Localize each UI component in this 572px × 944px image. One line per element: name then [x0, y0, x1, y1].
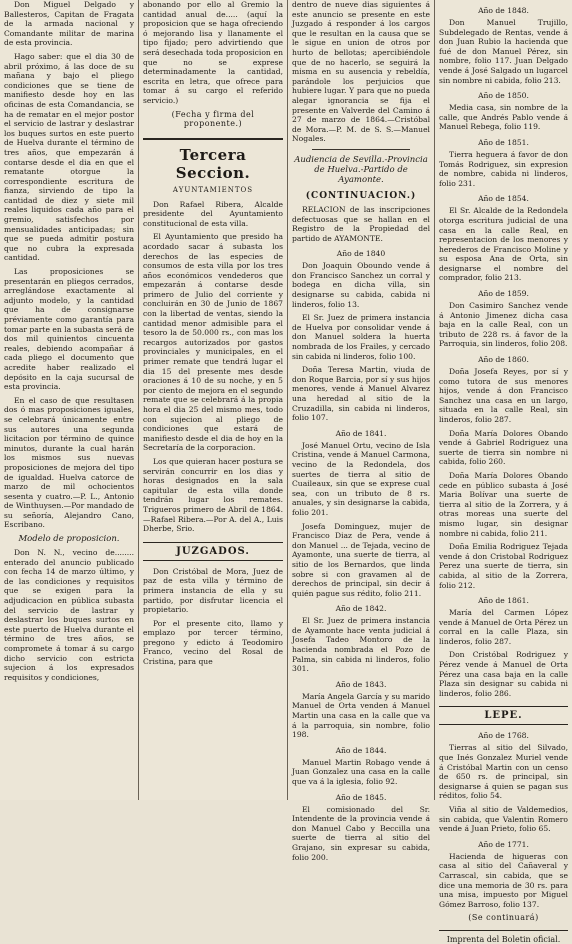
divider [312, 149, 410, 150]
entry: Don Cristóbal Rodriguez y Pérez vende á Manuel de Orta Pérez una casa baja en la calle Plaza sin designar su cabida ni linderos, folio 286. [439, 650, 568, 698]
year-heading: Año de 1768. [478, 731, 529, 741]
entry: Tierra heguera á favor de don Tomás Rodriguez, sin expresion de nombre, cabida ni linderos, folio 231. [439, 149, 568, 188]
year-heading: Año de 1850. [478, 91, 529, 101]
year-heading: Año de 1860. [478, 355, 529, 365]
section-title: Tercera Seccion. [143, 138, 283, 182]
entry: Manuel Martin Robago vende á Juan Gonzalez una casa en la calle que va á la iglesia, folio 92. [292, 757, 430, 786]
year-heading: Año de 1848. [478, 6, 529, 15]
entry: José Manuel Ortu, vecino de Isla Cristina, vende á Manuel Carmona, vecino de la Redondela, dos suertes de tierra al sitio de Cuaileaux, sin que se exprese cual sea, con un tributo de 8 rs. anuales, y sin designarse la cabida, folio 201. [292, 440, 430, 517]
entry: El comisionado del Sr. Intendente de la provincia vende á don Manuel Cabo y Beccilla una suerte de tierra al sitio del Grajano, sin expresar su cabida, folio 200. [292, 804, 430, 862]
announcement-heading: Don Miguel Delgado y Ballesteros, Capitan de Fragata de la armada nacional y Comandante militar de marina de esta provincia. [4, 0, 134, 48]
entry: Doña Teresa Martin, viuda de don Roque Barcia, por sí y sus hijos menores, vende á Manuel Alvarez una heredad al sitio de la Cruzadilla, sin cabida ni linderos, folio 107. [292, 365, 430, 423]
entry: Doña Josefa Reyes, por sí y como tutora de sus menores hijos, vende á don Francisco Sanchez una casa en un largo, situada en la calle Real, sin linderos, folio 287. [439, 367, 568, 424]
entry: El Sr. Juez de primera instancia de Ayamonte hace venta judicial á Josefa Tadeo Montoro de la hacienda nombrada el Pozo de Palma, sin cabida ni linderos, folio 301. [292, 616, 430, 674]
year-heading: Año de 1851. [478, 137, 529, 147]
juzgados-heading: JUZGADOS. [143, 542, 283, 561]
paragraph: Don N. N., vecino de........ enterado del anuncio publicado con fecha 14 de marzo último, y de las condiciones y requisitos que se exigen para la adjudicacion en pública subasta del servicio de lastrar y deslastrar los buques surtos en este puerto de Huelva durante el término de tres años, se compromete á tomar á su cargo dicho servicio con estricta sujecion á los expresados requisitos y condiciones, [4, 548, 134, 682]
lepe-heading: LEPE. [439, 706, 568, 725]
entry: El Sr. Juez de primera instancia de Huelva por consolidar vende á don Manuel soldera la huerta nombrada de los Frailes, y cercado sin cabida ni linderos, folio 100. [292, 313, 430, 361]
column-rule [434, 0, 435, 800]
column-1 [4, 0, 134, 800]
entry: María del Carmen López vende á Manuel de Orta Pérez un corral en la calle Plaza, sin linderos, folio 287. [439, 608, 569, 646]
column-2 [143, 0, 283, 800]
continuation-note: (Se continuará) [468, 913, 539, 923]
paragraph: Por el presente cito, llamo y emplazo por tercer término, pregono y edicto á Teodomiro Franco, vecino del Rosal de Cristina, para que [143, 618, 283, 667]
paragraph: Don Rafael Ribera, Alcalde presidente del Ayuntamiento constitucional de esta villa. [143, 199, 283, 228]
paragraph: Las proposiciones se presentarán en pliegos cerrados, arreglándose exactamente al adjunto modelo, y la cantidad que ha de consignarse préviamente como garantía para tomar parte en la subasta será de dos mil quinientos cincuenta reales, debiendo acompañar á cada pliego el documento que acredite haber realizado el depósito en la caja sucursal de esta provincia. [4, 267, 134, 392]
entry: Doña María Dolores Obando vende á Gabriel Rodriguez una suerte de tierra sin nombre ni cabida, folio 260. [439, 428, 568, 467]
paragraph: Hago saber: que el dia 30 de abril próximo, á las doce de su mañana y bajo el pliego condiciones que se tiene de manifiesto desde hoy en las oficinas de esta Comandancia, se ha de rematar en el mejor postor el servicio de lastrar y deslastrar los buques surtos en este puerto de Huelva durante el término de tres años, que empezarán á contarse desde el dia en que el rematante otorgue la correspondiente escritura de fianza, sirviendo de tipo la cantidad de diez y siete mil reales liquidos cada año para el gremio, satisfechos por mensualidades anticipadas; sin que se pueda admitir postura que no cubra la expresada cantidad. [4, 51, 134, 263]
continuation-label: (CONTINUACION.) [305, 190, 417, 201]
year-heading: Año de 1844. [335, 745, 387, 755]
entry: Media casa, sin nombre de la calle, que Andrés Pablo vende á Manuel Rebega, folio 119. [439, 103, 568, 132]
column-3 [292, 0, 430, 862]
paragraph: El Ayuntamiento que presido ha acordado sacar á subasta los derechos de las especies de consumos de esta villa por los tres años económicos vendederos que empezarán á contarse desde primero de Julio del corriente y concluirán en 30 de Junio de 1867 con la libertad de ventas, siendo la cantidad menor admisible para el tesoro la de 50.000 rs., con mas los recargos autorizados por gastos provinciales y municipales, en el primer remate que tendrá lugar el dia 15 del presente mes desde oraciones á 10 de su noche, y en 5 por ciento de mejora en el segundo remate que se celebrará á la propia hora el dia 25 del mismo mes, todo con sujecion al pliego de condiciones que estará de manifiesto desde el dia de hoy en la Secretaría de la corporacion. [143, 232, 283, 453]
section-subtitle: AYUNTAMIENTOS [172, 185, 254, 194]
year-heading: Año de 1841. [335, 428, 387, 438]
entry: Josefa Dominguez, mujer de Francisco Diaz de Pera, vende á don Manuel ... de Tejada, vecino de Ayamonte, una suerte de tierra, al sitio de los Bernardos, que linda sobre si con gravamen al de derechos de principal, sin decir á quién pague sus rédito, folio 211. [292, 521, 430, 598]
paragraph: dentro de nueve dias siguientes á este anuncio se presente en este Juzgado á responder á los cargos que le resultan en la causa que se le sigue en union de otros por hurto de bellotas; apercibiéndole que de no hacerlo, se seguirá la misma en su ausencia y rebeldía, parándole los perjuicios que hubiere lugar. Y para que no pueda alegar ignorancia se fija el presente en Valverde del Camino á 27 de marzo de 1864.—Cristóbal de Mora.—P. M. de S. S.—Manuel Nogales. [292, 0, 430, 144]
entry: Don Joaquin Oboundo vende á don Francisco Sanchez un corral y bodega en dicha villa, sin designarse su cabida, cabida ni linderos, folio 13. [292, 261, 430, 309]
year-heading: Año de 1771. [478, 839, 529, 849]
entry: Don Manuel Trujillo, Subdelegado de Rentas, vende á don Juan Rubio la hacienda que fué de don Manuel Pérez, sin nombre, folio 117. Juan Delgado vende á José Salgado un lugarcel sin nombre ni cabida, folio 213. [439, 18, 568, 85]
column-4 [439, 0, 569, 944]
year-heading: Año de 1861. [478, 596, 529, 606]
column-rule [287, 0, 288, 800]
relacion-heading: RELACION de las inscripciones defectuosas que se hallan en el Registro de la Propiedad del partido de AYAMONTE. [292, 204, 430, 243]
entry: Doña Emilia Rodriguez Tejada vende á don Cristobal Rodriguez Perez una suerte de tierra, sin cabida, al sitio de la Zorrera, folio 212. [439, 542, 568, 590]
modelo-heading: Modelo de proposicion. [18, 534, 120, 545]
paragraph: Los que quieran hacer postura se servirán concurrir en los dias y horas designados en la sala capitular de esta villa donde tendrán lugar los remates. Trigueros primero de Abril de 1864.—Rafael Ribera.—Por A. del A., Luis Dherbe, Srio. [143, 456, 283, 534]
paragraph: En el caso de que resultasen dos ó mas proposiciones iguales, se celebrará únicamente entre sus autores una segunda licitacion por término de quince minutos, durante la cual harán los mismos sus nuevas proposiciones de mejora del tipo de igualdad. Huelva catorce de marzo de mil ochocientos sesenta y cuatro.—P. L., Antonio de Winthuysen.—Por mandado de su señoría, Alejandro Cano, Escribano. [4, 395, 134, 530]
entry: Tierras al sitio del Silvado, que Inés Gonzalez Muriel vende á Cristóbal Martin con un censo de 650 rs. de principal, sin designarse á quien se pagan sus réditos, folio 54. [439, 743, 568, 801]
year-heading: Año de 1840 [336, 249, 386, 259]
signature-note: (Fecha y firma del proponente.) [171, 109, 255, 128]
paragraph: abonando por ello al Gremio la cantidad anual de..... (aquí la proposicion que se haga ofreciendo ó mejorando lisa y llanamente el tipo fijado; pero advirtiendo que será desechada toda proposicion en que no se exprese determinadamente la cantidad, escrita en letra, que ofrece para tomar á su cargo el referido servicio.) [143, 0, 283, 105]
entry: Don Casimiro Sanchez vende á Antonio Jimenez dicha casa baja en la calle Real, con un tributo de 228 rs. á favor de la Parroquia, sin linderos, folio 208. [439, 301, 568, 349]
year-heading: Año de 1859. [478, 289, 529, 299]
audiencia-heading: Audiencia de Sevilla.-Provincia de Huelva.-Partido de Ayamonte. [294, 154, 428, 185]
entry: El Sr. Alcalde de la Redondela otorga escritura judicial de una casa en la calle Real, en representacion de los menores y herederos de Francisco Moline y su esposa Ana de Orta, sin designarse el nombre del comprador, folio 213. [439, 206, 568, 283]
year-heading: Año de 1843. [335, 679, 387, 689]
entry: Viña al sitio de Valdemedios, sin cabida, que Valentin Romero vende á Juan Prieto, folio 65. [439, 805, 568, 834]
entry: Doña María Dolores Obando cede en público subasta á José Maria Bolívar una suerte de tierra al sitio de la Zorrera, y á otras moreas una suerte del mismo lugar, sin designar nombre ni cabida, folio 211. [439, 470, 568, 538]
year-heading: Año de 1842. [335, 604, 387, 614]
year-heading: Año de 1845. [335, 792, 387, 802]
entry: Hacienda de higueras con casa al sitio del Cañaveral y Carrascal, sin cabida, que se dice una memoria de 30 rs. para una misa, impuesto por Miguel Gómez Barroso, folio 137. [439, 851, 568, 909]
column-rule [138, 0, 139, 800]
year-heading: Año de 1854. [478, 194, 529, 204]
paragraph: Don Cristóbal de Mora, Juez de paz de esta villa y término de primera instancia de ella y su partido, por disfrutar licencia el propietario. [143, 566, 283, 615]
printer-imprint: Imprenta del Boletin oficial. [439, 930, 568, 944]
entry: María Angela García y su marido Manuel de Orta venden á Manuel Martin una casa en la calle que va á la parroquia, sin nombre, folio 198. [292, 691, 430, 740]
